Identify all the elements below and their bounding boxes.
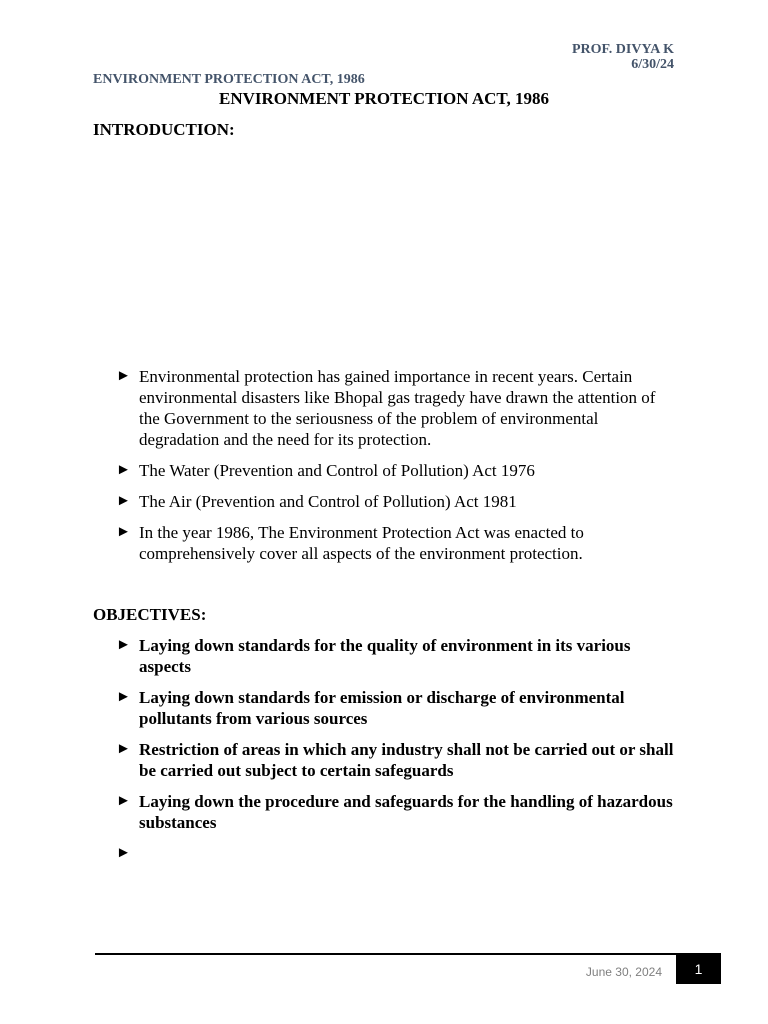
footer-date: June 30, 2024 [585,965,662,979]
bullet-arrow-icon: ► [116,524,131,540]
list-item [116,491,676,512]
list-item-text: Laying down the procedure and safeguards for the handling of hazardous substances [139,792,673,832]
list-item-text: Laying down standards for emission or discharge of environmental pollutants from various sources [139,688,625,728]
objectives-list [116,635,676,861]
objectives-heading: OBJECTIVES: [93,605,207,624]
list-item-text: In the year 1986, The Environment Protection Act was enacted to comprehensively cover all aspects of the environment protection. [139,523,584,563]
list-item-text: Environmental protection has gained importance in recent years. Certain environmental disasters like Bhopal gas tragedy have drawn the attention of the Government to the seriousness of the problem of environmental degradation and the need for its protection. [139,367,656,449]
list-item [116,366,676,450]
footer-divider [95,953,721,955]
bullet-arrow-icon: ► [116,462,131,478]
header-author-block [572,42,674,72]
list-item [116,522,676,564]
bullet-arrow-icon: ► [116,793,131,809]
list-item-text: The Water (Prevention and Control of Pollution) Act 1976 [139,461,535,480]
bullet-arrow-icon: ► [116,637,131,653]
header-author: PROF. DIVYA K [571,42,674,57]
header-running-title: ENVIRONMENT PROTECTION ACT, 1986 [93,72,365,87]
introduction-heading: INTRODUCTION: [93,120,235,139]
list-item-text: Restriction of areas in which any industry shall not be carried out or shall be carried out subject to certain safeguards [139,740,674,780]
introduction-list [116,366,676,564]
page-number: 1 [676,955,721,984]
list-item [116,739,676,781]
list-item [116,460,676,481]
bullet-arrow-icon: ► [116,368,131,384]
bullet-arrow-icon: ► [116,845,131,861]
header-date: 6/30/24 [631,57,674,72]
list-item-text: The Air (Prevention and Control of Pollution) Act 1981 [139,492,517,511]
bullet-arrow-icon: ► [116,689,131,705]
list-item [116,687,676,729]
list-item-text: Laying down standards for the quality of environment in its various aspects [139,636,631,676]
bullet-arrow-icon: ► [116,493,131,509]
document-title: ENVIRONMENT PROTECTION ACT, 1986 [219,89,549,108]
list-item [116,791,676,833]
bullet-arrow-icon: ► [116,741,131,757]
list-item [116,635,676,677]
